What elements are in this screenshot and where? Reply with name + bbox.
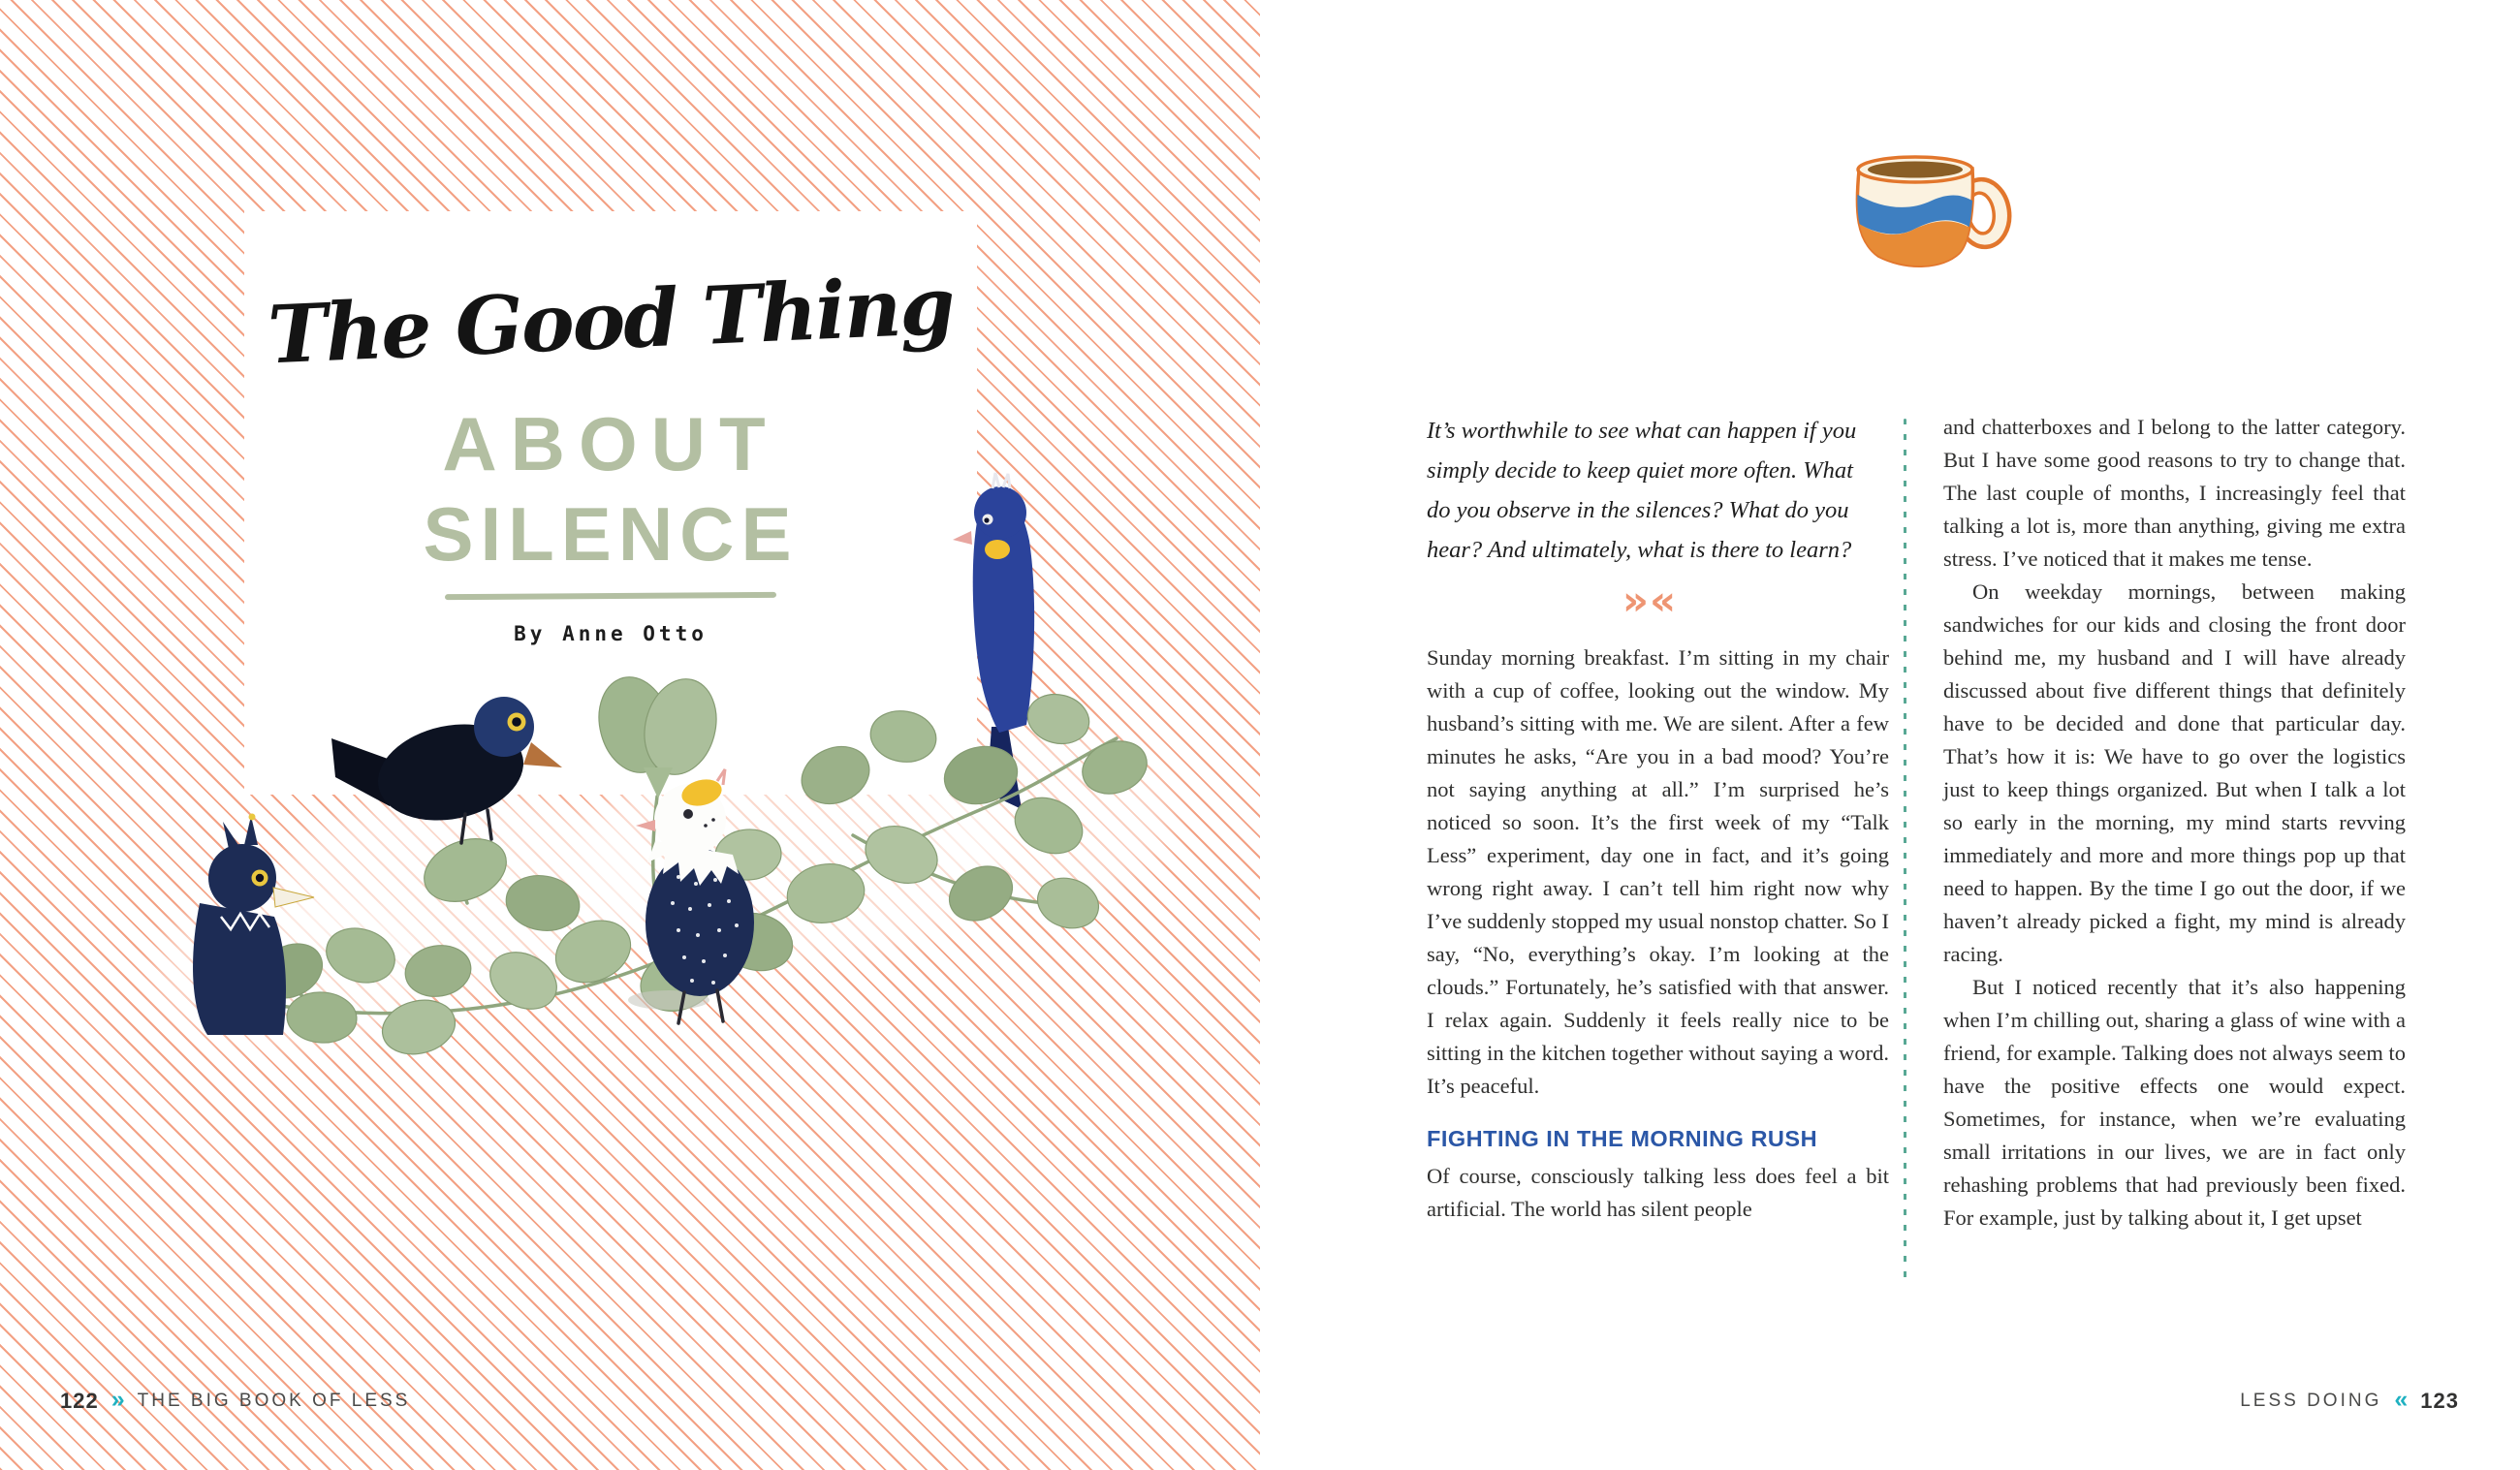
footer-chevron-right-icon: »: [110, 1386, 125, 1413]
article-columns: [1427, 411, 2406, 1279]
article-title-script: The Good Thing: [266, 259, 956, 383]
article-title-silence: SILENCE: [423, 491, 799, 577]
section-ornament-icon: »«: [1622, 577, 1678, 624]
body-paragraph: and chatterboxes and I belong to the latter category. But I have some good reasons to try to change that. The last couple of months, I increasingly feel that talking a lot is, more than anything, giving me extra stress. I’ve noticed that it makes me tense.: [1943, 415, 2406, 571]
article-title-about: ABOUT: [442, 401, 779, 486]
right-page: [1260, 0, 2520, 1470]
book-title: THE BIG BOOK OF LESS: [137, 1391, 411, 1411]
byline: By Anne Otto: [514, 622, 708, 645]
section-title: LESS DOING: [2240, 1391, 2382, 1411]
body-paragraph: Sunday morning breakfast. I’m sitting in my chair with a cup of coffee, looking out the window. My husband’s sitting with me. We are silent. After a few minutes he asks, “Are you in a bad mood? You’re not saying anything at all.” I’m surprised he’s noticed so soon. It’s the first week of my “Talk Less” experiment, day one in fact, and it’s going wrong right away. I can’t tell him right now why I’ve suddenly stopped my usual nonstop chatter. So I say, “No, everything’s okay. I’m looking at the clouds.” Fortunately, he’s satisfied with that answer. I relax again. Suddenly it feels really nice to be sitting in the kitchen together without saying a word. It’s peaceful.: [1427, 645, 1889, 1098]
right-page-footer: [2240, 1388, 2459, 1415]
section-subheading: FIGHTING IN THE MORNING RUSH: [1427, 1126, 1818, 1151]
body-paragraph: On weekday mornings, between making sandwiches for our kids and closing the front door behind me, my husband and I will have already discussed about five different things that definitely have to be decided and done that particular day. That’s how it is: We have to go over the logistics just to keep things organized. But when I talk a lot so early in the morning, my mind starts revving immediately and more and more things pop up that need to happen. By the time I go out the door, if we haven’t already picked a fight, my mind is already racing.: [1943, 579, 2406, 966]
body-paragraph: But I noticed recently that it’s also happening when I’m chilling out, sharing a glass of wine with a friend, for example. Talking does not always seem to have the positive effects one would expect. Sometimes, for instance, when we’re evaluating small irritations in our lives, we are in fact only rehashing problems that had previously been fixed. For example, just by talking about it, I get upset: [1943, 975, 2406, 1230]
left-page-footer: [60, 1388, 410, 1415]
page-number: 122: [60, 1389, 99, 1413]
intro-paragraph: It’s worthwhile to see what can happen if you simply decide to keep quiet more often. What do you observe in the silences? What do you hear? And ultimately, what is there to learn?: [1427, 418, 1857, 563]
body-paragraph: Of course, consciously talking less does feel a bit artificial. The world has silent people: [1427, 1164, 1889, 1221]
mug-coffee: [1868, 162, 1963, 178]
coffee-mug-illustration: [1849, 143, 2016, 289]
article-column-2: [1943, 411, 2406, 1279]
footer-chevron-left-icon: «: [2394, 1386, 2409, 1413]
article-column-1: [1427, 411, 1889, 1279]
page-number: 123: [2420, 1389, 2459, 1413]
column-divider-dashed: [1904, 419, 1906, 1279]
